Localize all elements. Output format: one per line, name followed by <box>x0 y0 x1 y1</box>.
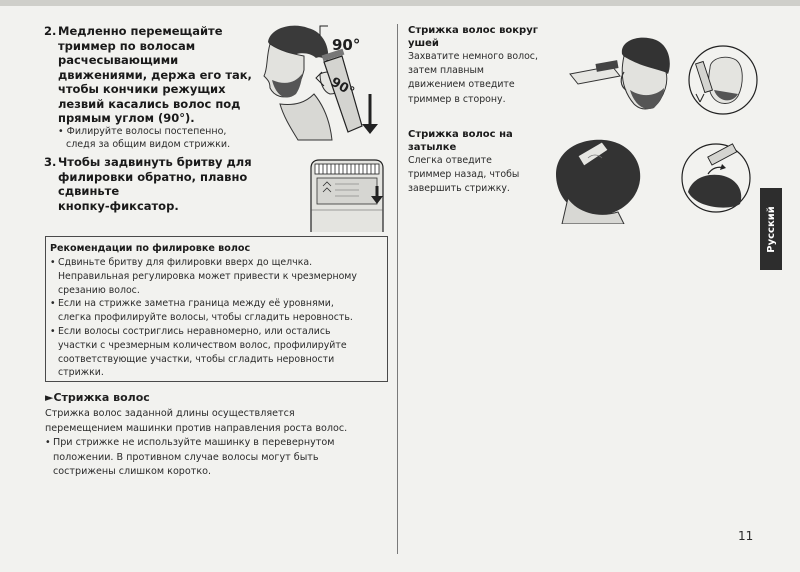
nape-illustration <box>548 128 758 224</box>
step-3-number: 3. <box>44 155 57 169</box>
step-2-line: движениями, держа его так, <box>58 67 252 82</box>
nape-line: Слегка отведите <box>408 155 492 166</box>
page-number: 11 <box>738 529 754 543</box>
step-3 <box>44 155 304 213</box>
nape-title: Стрижка волос на затылке <box>408 129 513 153</box>
shirt-shape <box>280 94 332 140</box>
language-tab-label: Русский <box>765 205 777 253</box>
step-2-line: триммер по волосам <box>58 38 196 53</box>
step-2 <box>44 24 274 126</box>
tip-item: • Если волосы состриглись неравномерно, или остались участки с чрезмерным количеством волос, профилируйте соответствующие участки, чтобы сгладить неровности стрижки. <box>50 325 383 380</box>
nape-section <box>408 128 558 197</box>
column-divider <box>397 24 398 554</box>
tip-line: Если на стрижке заметна граница между её уровнями, <box>58 298 334 310</box>
step-3-line: филировки обратно, плавно сдвиньте <box>58 169 248 198</box>
tips-title: Рекомендации по филировке волос <box>50 243 251 254</box>
tip-line: срезанию волос. <box>58 284 140 296</box>
step-2-note <box>58 125 288 151</box>
tip-line: слегка профилируйте волосы, чтобы сгладить неровность. <box>58 312 353 324</box>
step-2-line: расчесывающими <box>58 53 179 67</box>
ears-section <box>408 24 558 107</box>
angle-label-1: 90° <box>332 36 361 54</box>
tip-line: стрижки. <box>58 367 104 379</box>
tip-line: Если волосы состриглись неравномерно, или остались <box>58 325 331 337</box>
haircut-line: положении. В противном случае волосы могут быть <box>53 451 319 463</box>
ears-illustration <box>560 34 760 124</box>
step-3-line: Чтобы задвинуть бритву для <box>58 155 252 169</box>
slider-panel <box>317 178 377 204</box>
note-line: Филируйте волосы постепенно, <box>66 126 227 137</box>
haircut-line: При стрижке не используйте машинку в перевернутом <box>53 437 335 448</box>
haircut-line: сострижены слишком коротко. <box>53 466 212 477</box>
trimmer-angle-illustration <box>258 22 393 152</box>
tip-item: • Если на стрижке заметна граница между её уровнями, слегка профилируйте волосы, чтобы сгладить неровность. <box>50 297 383 325</box>
step-2-line: Медленно перемещайте <box>58 24 223 38</box>
ears-line: затем плавным <box>408 65 485 77</box>
comb-teeth <box>319 164 375 174</box>
trimmer-slider-illustration <box>305 156 389 232</box>
haircut-line: перемещением машинки против направления роста волос. <box>45 422 348 434</box>
tip-item: • Сдвиньте бритву для филировки вверх до щелчка. Неправильная регулировка может привести к чрезмерному срезанию волос. <box>50 256 383 297</box>
tip-line: Сдвиньте бритву для филировки вверх до щелчка. <box>58 257 313 268</box>
step-2-line: прямым углом (90°). <box>58 111 195 125</box>
step-2-number: 2. <box>44 24 57 38</box>
down-arrow-icon <box>362 124 378 134</box>
bullet: • <box>58 126 64 137</box>
step-2-line: чтобы кончики режущих <box>58 82 226 96</box>
ears-line: движением отведите <box>408 79 515 91</box>
ears-line: Захватите немного волос, <box>408 51 538 62</box>
note-line: следя за общим видом стрижки. <box>66 139 231 150</box>
tip-line: Неправильная регулировка может привести к чрезмерному <box>58 270 357 282</box>
haircut-line: Стрижка волос заданной длины осуществляется <box>45 408 295 419</box>
step-3-line: кнопку-фиксатор. <box>58 198 179 213</box>
haircut-heading: ►Стрижка волос <box>45 391 150 404</box>
scan-edge <box>0 0 800 6</box>
angle-label-2: 90° <box>327 74 357 101</box>
ears-title: Стрижка волос вокруг ушей <box>408 25 538 49</box>
nape-line: завершить стрижку. <box>408 183 510 195</box>
tip-line: участки с чрезмерным количеством волос, профилируйте <box>58 339 347 351</box>
tips-box <box>45 236 388 382</box>
language-tab <box>760 188 782 270</box>
tip-line: соответствующие участки, чтобы сгладить неровности <box>58 353 335 365</box>
haircut-text: Стрижка волос заданной длины осуществляется перемещением машинки против направления роста волос. • При стрижке не используйте машинку в перевернутом положении. В противном случае волосы могут быть сострижены слишком коротко. <box>45 407 390 480</box>
nape-line: триммер назад, чтобы <box>408 169 520 181</box>
angle-mark-1 <box>320 26 328 36</box>
ears-line: триммер в сторону. <box>408 93 506 105</box>
step-2-line: лезвий касались волос под <box>58 96 241 111</box>
